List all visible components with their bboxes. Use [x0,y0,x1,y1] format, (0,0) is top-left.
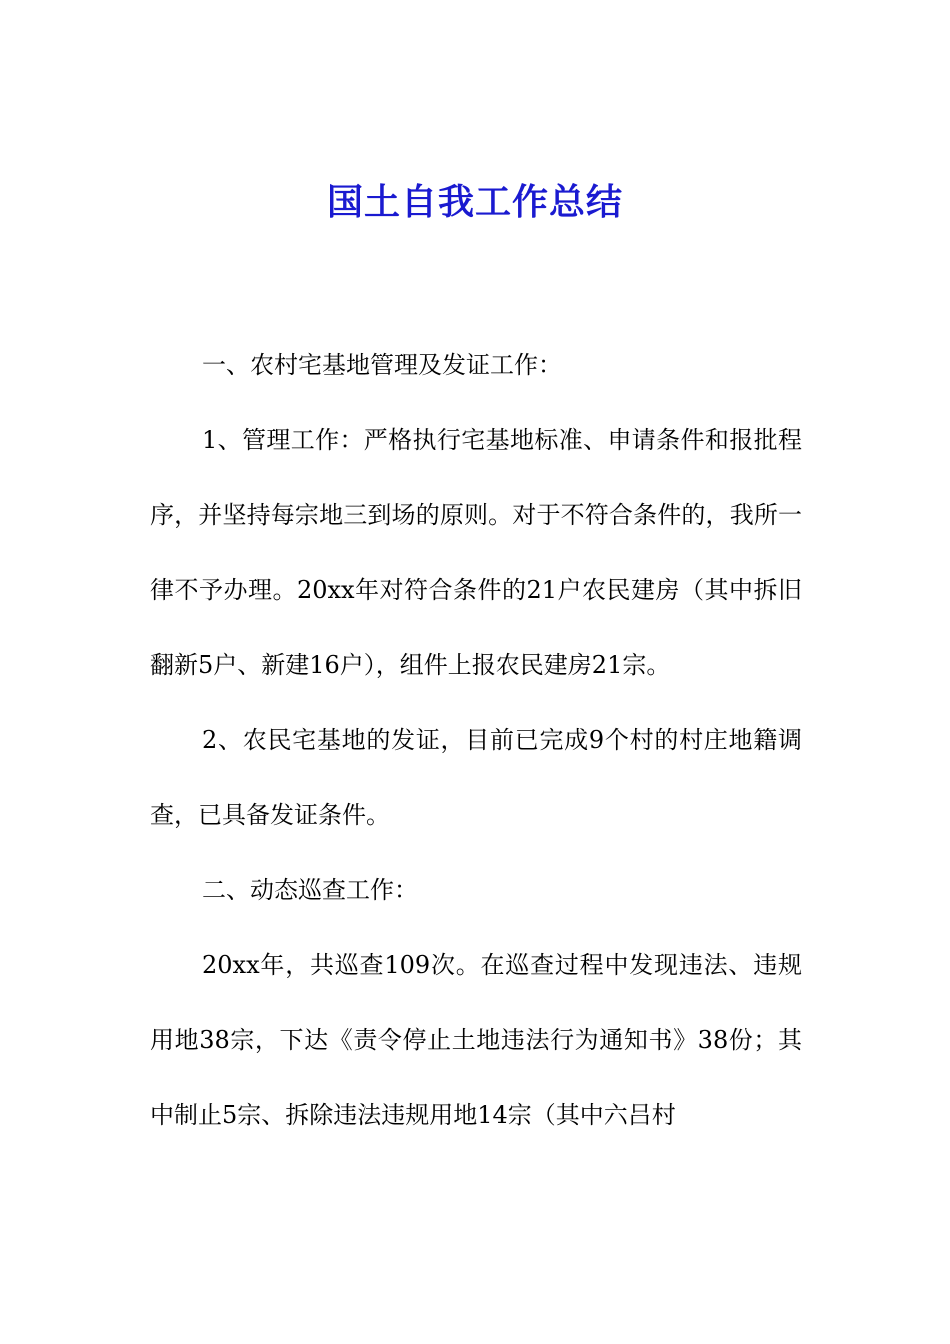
section-heading-1: 一、农村宅基地管理及发证工作： [202,351,562,379]
document-body [150,328,802,1153]
paragraph-inspection: 20xx年，共巡查109次。在巡查过程中发现违法、违规用地38宗，下达《责令停止土地违法行为通知书》38份；其中制止5宗、拆除违法违规用地14宗（其中六吕村 [150,951,802,1129]
document-title: 国土自我工作总结 [326,182,623,223]
section-heading-2: 二、动态巡查工作： [202,876,418,904]
paragraph-certification: 2、农民宅基地的发证，目前已完成9个村的村庄地籍调查，已具备发证条件。 [150,726,802,829]
paragraph-management-work: 1、管理工作：严格执行宅基地标准、申请条件和报批程序，并坚持每宗地三到场的原则。对于不符合条件的，我所一律不予办理。20xx年对符合条件的21户农民建房（其中拆旧翻新5户、新建16户），组件上报农民建房21宗。 [150,426,802,679]
